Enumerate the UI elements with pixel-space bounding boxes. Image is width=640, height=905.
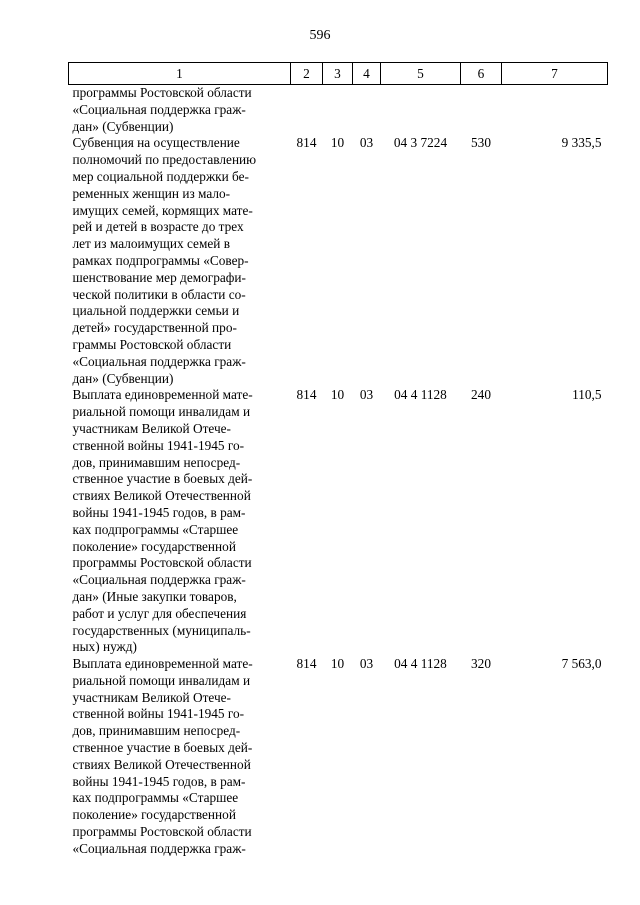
description-line: риальной помощи инвалидам и [72, 672, 251, 688]
cell-ministry-code: 814 [296, 387, 317, 403]
description-line: программы Ростовской области [72, 555, 252, 571]
description-line: участникам Великой Отече- [72, 420, 231, 436]
description-line: дан» (Субвенции) [72, 118, 174, 134]
description-line: ственной войны 1941-1945 го- [72, 437, 245, 453]
description-line: «Социальная поддержка граж- [72, 353, 246, 369]
description-line: ременных женщин из мало- [72, 185, 231, 201]
description-line: участникам Великой Отече- [72, 689, 231, 705]
cell-target-article [381, 85, 461, 136]
cell-amount: 9 335,5 [561, 135, 602, 151]
table-row [69, 656, 608, 858]
header-row [69, 63, 608, 85]
cell-subsection: 03 [359, 387, 374, 403]
description-line: государственных (муниципаль- [72, 622, 251, 638]
table-body [69, 85, 608, 858]
cell-expense-type: 530 [471, 135, 491, 151]
cell-target-article: 04 4 1128 [394, 656, 447, 672]
description-line: рамках подпрограммы «Совер- [72, 252, 249, 268]
cell-section: 10 [330, 656, 345, 672]
description-line: ных) нужд) [72, 639, 137, 655]
description-line: ствиях Великой Отечественной [72, 756, 251, 772]
description-line: «Социальная поддержка граж- [72, 101, 246, 117]
budget-table [68, 62, 608, 858]
cell-target-article: 04 3 7224 [393, 135, 448, 151]
row-description [69, 387, 291, 656]
description-line: дан» (Субвенции) [72, 370, 174, 386]
description-line: рей и детей в возрасте до трех [72, 219, 244, 235]
cell-ministry-code [291, 85, 323, 136]
description-line: ственное участие в боевых дей- [72, 740, 253, 756]
header-col-1: 1 [69, 63, 291, 85]
description-line: поколение» государственной [72, 807, 236, 823]
description-line: ках подпрограммы «Старшее [72, 790, 239, 806]
description-line: ствиях Великой Отечественной [72, 488, 251, 504]
description-line: мер социальной поддержки бе- [72, 168, 249, 184]
cell-expense-type: 320 [471, 656, 491, 672]
table-row [69, 85, 608, 136]
cell-section: 10 [330, 387, 345, 403]
description-line: ческой политики в области со- [72, 286, 246, 302]
cell-subsection: 03 [359, 656, 374, 672]
header-col-3: 3 [323, 63, 353, 85]
description-line: детей» государственной про- [72, 320, 237, 336]
cell-subsection [353, 85, 381, 136]
row-description [69, 85, 291, 136]
description-line: поколение» государственной [72, 538, 236, 554]
description-line: риальной помощи инвалидам и [72, 404, 251, 420]
description-line: граммы Ростовской области [72, 336, 232, 352]
cell-amount [502, 85, 608, 136]
header-col-6: 6 [461, 63, 502, 85]
description-line: Выплата единовременной мате- [72, 387, 253, 403]
description-line: войны 1941-1945 годов, в рам- [72, 504, 246, 520]
table-header [69, 63, 608, 85]
table-row [69, 387, 608, 656]
description-line: войны 1941-1945 годов, в рам- [72, 773, 246, 789]
description-line: ственной войны 1941-1945 го- [72, 706, 245, 722]
header-col-5: 5 [381, 63, 461, 85]
cell-section [323, 85, 353, 136]
table-row [69, 135, 608, 387]
cell-amount: 110,5 [572, 387, 602, 403]
description-line: «Социальная поддержка граж- [72, 840, 246, 856]
description-line: дов, принимавшим непосред- [72, 454, 241, 470]
description-line: шенствование мер демографи- [72, 269, 246, 285]
cell-target-article: 04 4 1128 [394, 387, 447, 403]
page-number: 596 [309, 28, 331, 43]
description-line: работ и услуг для обеспечения [72, 605, 247, 621]
description-line: ственное участие в боевых дей- [72, 471, 253, 487]
cell-section: 10 [330, 135, 345, 151]
cell-subsection: 03 [359, 135, 374, 151]
header-col-4: 4 [353, 63, 381, 85]
description-line: полномочий по предоставлению [72, 152, 257, 168]
description-line: дан» (Иные закупки товаров, [72, 588, 237, 604]
description-line: дов, принимавшим непосред- [72, 723, 241, 739]
description-line: лет из малоимущих семей в [72, 236, 230, 252]
row-description [69, 656, 291, 858]
row-description [69, 135, 291, 387]
cell-expense-type: 240 [471, 387, 491, 403]
cell-ministry-code: 814 [296, 656, 317, 672]
header-col-7: 7 [502, 63, 608, 85]
description-line: программы Ростовской области [72, 85, 252, 100]
description-line: циальной поддержки семьи и [72, 303, 240, 319]
cell-ministry-code: 814 [296, 135, 317, 151]
description-line: ках подпрограммы «Старшее [72, 521, 239, 537]
cell-expense-type [461, 85, 502, 136]
header-col-2: 2 [291, 63, 323, 85]
description-line: Выплата единовременной мате- [72, 656, 253, 672]
description-line: «Социальная поддержка граж- [72, 572, 246, 588]
description-line: программы Ростовской области [72, 824, 252, 840]
description-line: имущих семей, кормящих мате- [72, 202, 253, 218]
description-line: Субвенция на осуществление [72, 135, 240, 151]
cell-amount: 7 563,0 [561, 656, 602, 672]
